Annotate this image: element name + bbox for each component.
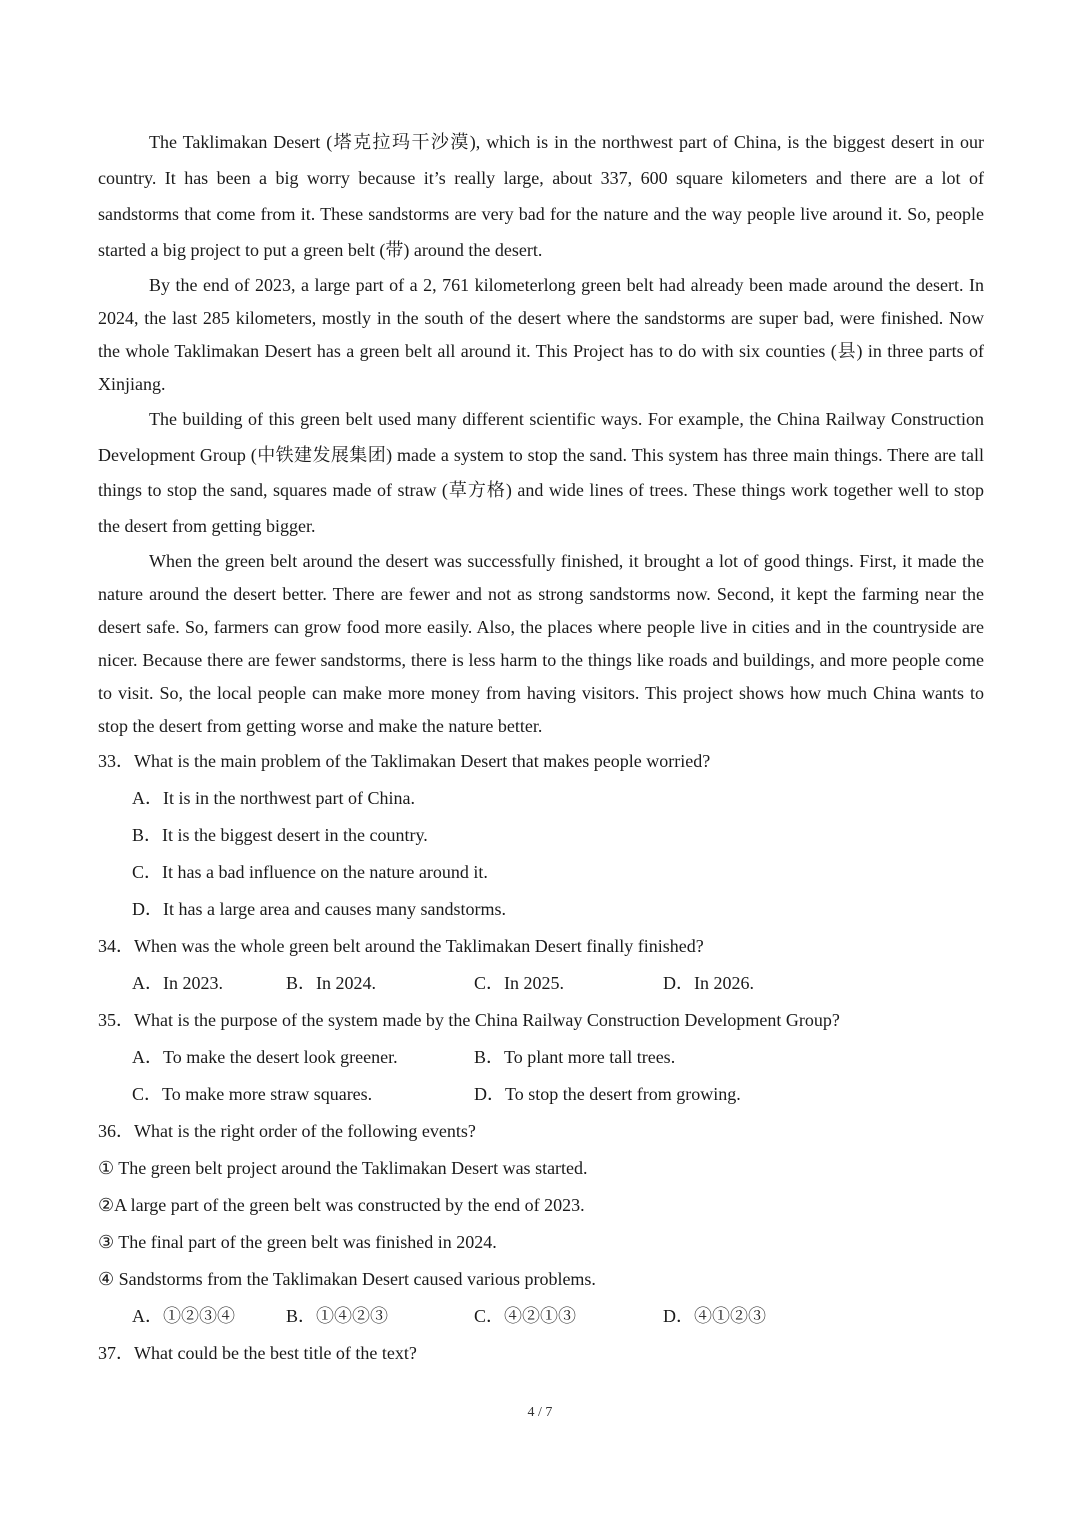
question-36-stem: 36．What is the right order of the following events? [98,1121,476,1141]
question-36-option-b[interactable]: B．①④②③ [286,1306,389,1326]
question-37-stem: 37．What could be the best title of the text? [98,1343,417,1363]
question-37 [98,1335,984,1372]
passage-paragraph-1: The Taklimakan Desert (塔克拉玛干沙漠), which is in the northwest part of China, is the biggest desert in our country. It has been a big worry because it’s really large, about 337, 600 square kilometers and there are a lot of sandstorms that come from it. These sandstorms are very bad for the nature and the way people live around it. So, people started a big project to put a green belt (带) around the desert. [98,132,984,260]
question-35-option-d[interactable]: D．To stop the desert from growing. [474,1084,741,1104]
question-33-option-a[interactable]: A．It is in the northwest part of China. [132,788,415,808]
question-34 [98,928,984,1002]
question-33 [98,743,984,928]
question-35-option-b[interactable]: B．To plant more tall trees. [474,1047,676,1067]
question-34-option-c[interactable]: C．In 2025. [474,973,564,993]
question-34-option-a[interactable]: A．In 2023. [132,973,223,993]
question-33-option-d[interactable]: D．It has a large area and causes many sandstorms. [132,899,507,919]
question-33-option-c[interactable]: C．It has a bad influence on the nature around it. [132,862,488,882]
question-35-stem: 35．What is the purpose of the system made by the China Railway Construction Development Group? [98,1010,840,1030]
question-36-event-3: ③ The final part of the green belt was finished in 2024. [98,1232,497,1252]
question-36-option-d[interactable]: D．④①②③ [663,1306,766,1326]
question-36-option-c[interactable]: C．④②①③ [474,1306,577,1326]
question-35-option-a[interactable]: A．To make the desert look greener. [132,1047,398,1067]
page-number: 4 / 7 [527,1405,553,1420]
question-36-event-2: ②A large part of the green belt was constructed by the end of 2023. [98,1195,585,1215]
question-36-event-1: ① The green belt project around the Taklimakan Desert was started. [98,1158,588,1178]
passage-paragraph-2: By the end of 2023, a large part of a 2, 761 kilometerlong green belt had already been made around the desert. In 2024, the last 285 kilometers, mostly in the south of the desert where the sandstorms are super bad, were finished. Now the whole Taklimakan Desert has a green belt all around it. This Project has to do with six counties (县) in three parts of Xinjiang. [98,275,984,394]
question-36-options-row [98,1298,984,1335]
question-35-options-row-1 [98,1039,984,1076]
question-35-options-row-2 [98,1076,984,1113]
question-33-option-b[interactable]: B．It is the biggest desert in the country. [132,825,428,845]
question-34-stem: 34．When was the whole green belt around the Taklimakan Desert finally finished? [98,936,704,956]
question-34-option-b[interactable]: B．In 2024. [286,973,376,993]
question-34-options-row [98,965,984,1002]
question-36-option-a[interactable]: A．①②③④ [132,1306,235,1326]
question-34-option-d[interactable]: D．In 2026. [663,973,754,993]
question-36-event-4: ④ Sandstorms from the Taklimakan Desert caused various problems. [98,1269,596,1289]
reading-passage [98,124,984,743]
question-33-stem: 33．What is the main problem of the Taklimakan Desert that makes people worried? [98,751,711,771]
passage-paragraph-4: When the green belt around the desert was successfully finished, it brought a lot of good things. First, it made the nature around the desert better. There are fewer and not as strong sandstorms now. Second, it kept the farming near the desert safe. So, farmers can grow food more easily. Also, the places where people live in cities and in the countryside are nicer. Because there are fewer sandstorms, there is less harm to the things like roads and buildings, and more people come to visit. So, the local people can make more money from having visitors. This project shows how much China wants to stop the desert from getting worse and make the nature better. [98,551,984,736]
question-35 [98,1002,984,1113]
exam-page [98,124,984,1372]
question-36 [98,1113,984,1335]
passage-paragraph-3: The building of this green belt used many different scientific ways. For example, the China Railway Construction Development Group (中铁建发展集团) made a system to stop the sand. This system has three main things. There are tall things to stop the sand, squares made of straw (草方格) and wide lines of trees. These things work together well to stop the desert from getting bigger. [98,409,984,536]
question-35-option-c[interactable]: C．To make more straw squares. [132,1084,373,1104]
